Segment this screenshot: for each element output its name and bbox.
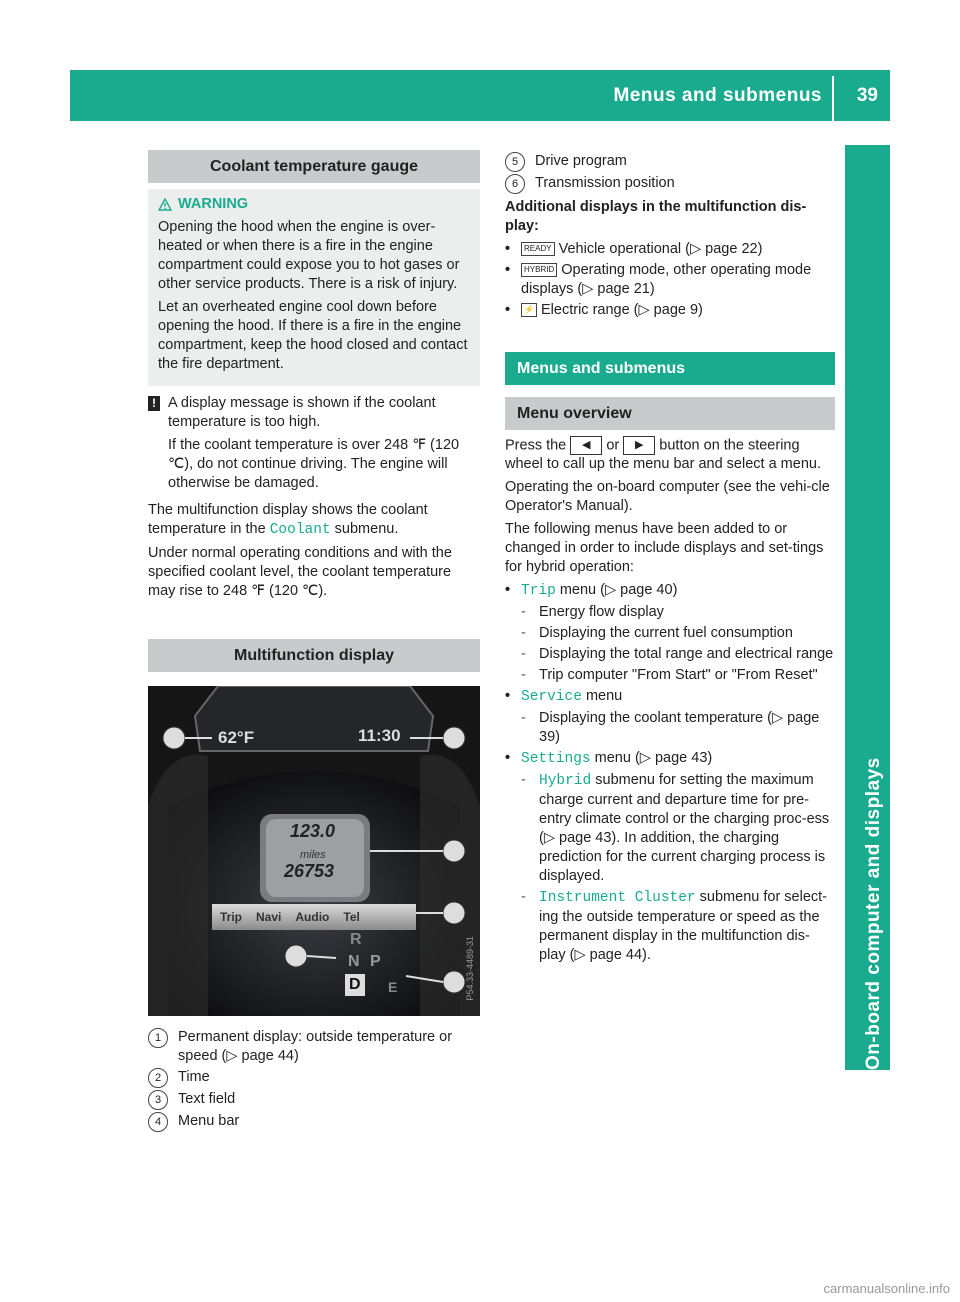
submenu-item-hybrid: - Hybrid submenu for setting the maximum charge current and departure time for pre-entry climate control or the charging proc-ess (▷ page 43). In addition, the charging prediction for the current charging process is displayed. [521, 772, 830, 885]
watermark: carmanualsonline.info [823, 1281, 950, 1296]
electric-range-icon: ⚡ [521, 303, 537, 317]
legend-list [148, 1028, 480, 1132]
cluster-menu-bar [220, 908, 360, 927]
gear-p: P [370, 953, 381, 970]
gear-r: R [350, 931, 362, 948]
header-title: Menus and submenus [613, 85, 822, 106]
left-column [148, 150, 480, 1134]
coolant-code: Coolant [269, 522, 331, 538]
cluster-odometer: 26753 [284, 861, 335, 881]
submenu-item-instrument-cluster: - Instrument Cluster submenu for select-ing the outside temperature or speed as the permanent display in the multifunction dis-play (▷ page 44). [521, 889, 828, 964]
warning-text-2: Let an overheated engine cool down before opening the hood. If there is a fire in the engine compartment, keep the hood closed and contact the fire department. [158, 299, 468, 372]
section-heading-multifunction: Multifunction display [148, 639, 480, 672]
note-text-1: A display message is shown if the coolant temperature is too high. [168, 395, 436, 430]
ready-icon: READY [521, 242, 555, 256]
menu-item-service: • Service menu [505, 688, 623, 706]
cluster-menu-audio: Audio [295, 910, 330, 924]
cluster-big-value: 123.0 [290, 821, 336, 841]
additional-item: • ⚡ Electric range (▷ page 9) [505, 302, 703, 318]
menus-paragraph-3: The following menus have been added to or changed in order to include displays and set-tings for hybrid operation: [505, 521, 824, 576]
additional-heading: Additional displays in the multifunction dis-play: [505, 199, 807, 234]
exclamation-icon: ! [148, 396, 160, 411]
cluster-temp: 62°F [218, 728, 255, 747]
legend-item: 3 Text field [148, 1090, 480, 1110]
warning-box [148, 189, 480, 386]
left-arrow-button-icon: ◀ [570, 436, 602, 455]
menu-item-trip: • Trip menu (▷ page 40) [505, 582, 678, 600]
coolant-paragraph-1: The multifunction display shows the coolant temperature in the Coolant submenu. [148, 502, 428, 538]
submenu-item: - Displaying the coolant temperature (▷ page 39) [521, 710, 820, 746]
section-heading-menus: Menus and submenus [505, 352, 835, 385]
note-text-2: If the coolant temperature is over 248 ℉ (120 ℃), do not continue driving. The engine will otherwise be damaged. [168, 437, 460, 491]
chapter-tab-label: On-board computer and displays [863, 757, 884, 1070]
legend-item: 1 Permanent display: outside temperature or speed (▷ page 44) [148, 1028, 480, 1066]
menus-paragraph-2: Operating the on-board computer (see the vehi-cle Operator's Manual). [505, 479, 830, 515]
right-arrow-button-icon: ▶ [623, 436, 655, 455]
cluster-menu-tel: Tel [343, 910, 360, 924]
chapter-tab [845, 145, 890, 1070]
gear-d: D [349, 976, 361, 993]
coolant-paragraph-2: Under normal operating conditions and with the specified coolant level, the coolant temperature may rise to 248 ℉ (120 ℃). [148, 545, 452, 599]
submenu-item: - Displaying the current fuel consumption [521, 625, 793, 642]
warning-text-1: Opening the hood when the engine is over-heated or when there is a fire in the engine compartment could expose you to hot gases or other service products. There is a risk of injury. [158, 219, 460, 292]
menu-item-settings: • Settings menu (▷ page 43) [505, 750, 713, 768]
additional-item: • READY Vehicle operational (▷ page 22) [505, 241, 763, 257]
cluster-time: 11:30 [358, 726, 401, 745]
submenu-item: - Displaying the total range and electrical range [521, 646, 834, 663]
legend-item: 5 Drive program [505, 152, 835, 172]
page-number: 39 [856, 85, 878, 106]
cluster-menu-trip: Trip [220, 910, 243, 924]
gear-e: E [388, 979, 398, 995]
instrument-cluster-photo [148, 686, 480, 1016]
cluster-menu-navi: Navi [256, 910, 282, 924]
section-heading-coolant: Coolant temperature gauge [148, 150, 480, 183]
additional-item: • HYBRID Operating mode, other operating mode displays (▷ page 21) [505, 262, 812, 297]
hybrid-icon: HYBRID [521, 263, 557, 277]
header-divider [832, 76, 834, 121]
submenu-item: - Trip computer "From Start" or "From Reset" [521, 667, 818, 684]
note [148, 394, 480, 497]
legend-item: 2 Time [148, 1068, 480, 1088]
photo-reference: P54.33-4489-31 [465, 936, 475, 1001]
menus-paragraph-1: Press the ◀ or ▶ button on the steering wheel to call up the menu bar and select a menu. [505, 437, 821, 473]
submenu-item: - Energy flow display [521, 604, 664, 621]
warning-title: WARNING [158, 195, 470, 214]
subsection-heading-overview: Menu overview [505, 397, 835, 430]
right-column [505, 150, 835, 967]
cluster-unit: miles [300, 849, 326, 861]
gear-n: N [348, 953, 360, 970]
page-header [70, 70, 890, 121]
warning-triangle-icon [158, 198, 172, 211]
legend-item: 4 Menu bar [148, 1112, 480, 1132]
legend-item: 6 Transmission position [505, 174, 835, 194]
